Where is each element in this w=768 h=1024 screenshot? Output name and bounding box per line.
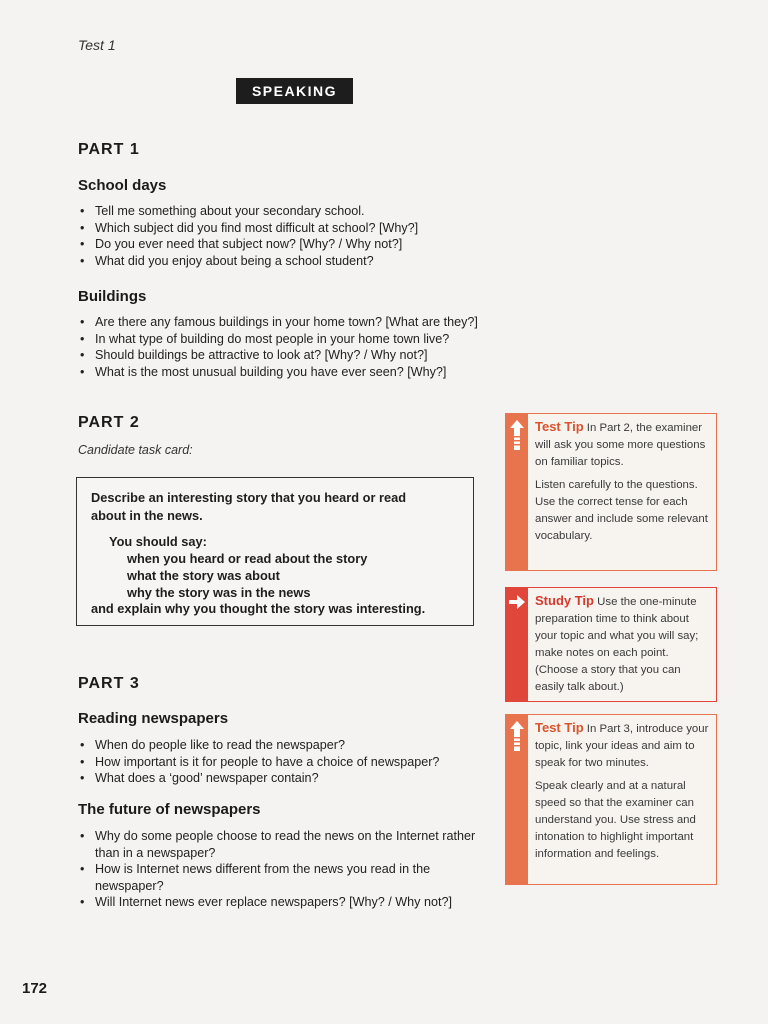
question-item: • Are there any famous buildings in your home town? [What are they?] — [78, 314, 518, 331]
up-arrow-icon — [510, 721, 524, 751]
question-item: • What did you enjoy about being a school student? — [78, 253, 498, 270]
tip-label: Study Tip — [535, 593, 594, 608]
page-number: 172 — [22, 980, 48, 997]
task-card-line1: Describe an interesting story that you heard or read — [91, 490, 407, 505]
question-item: • In what type of building do most people in your home town live? — [78, 331, 518, 348]
question-item: • How is Internet news different from the news you read in the newspaper? — [78, 861, 498, 894]
question-item: • Should buildings be attractive to look at? [Why? / Why not?] — [78, 347, 518, 364]
part3-title: PART 3 — [78, 675, 140, 692]
up-arrow-icon — [510, 420, 524, 450]
question-item: • What does a ‘good’ newspaper contain? — [78, 770, 498, 787]
tip-text: Listen carefully to the questions. Use the correct tense for each answer and include some relevant vocabulary. — [535, 479, 708, 542]
part1-topic1-questions — [78, 203, 498, 269]
question-item: • When do people like to read the newspaper? — [78, 737, 498, 754]
tip-text: In Part 3, introduce your topic, link your ideas and aim to speak for two minutes. — [535, 723, 709, 769]
part1-topic2-questions — [78, 314, 518, 380]
part1-topic2-title: Buildings — [78, 288, 147, 305]
task-card-closing: and explain why you thought the story was interesting. — [91, 601, 426, 616]
running-header: Test 1 — [78, 37, 116, 53]
question-item: • Will Internet news ever replace newspapers? [Why? / Why not?] — [78, 894, 498, 911]
section-badge: SPEAKING — [236, 78, 353, 104]
tip-text: Use the one-minute preparation time to think about your topic and what you will say; make notes on each point. (Choose a story that you can easily talk about.) — [535, 596, 699, 693]
study-tip — [505, 587, 717, 702]
part3-topic1-title: Reading newspapers — [78, 710, 229, 727]
task-card — [76, 477, 474, 626]
tip-label: Test Tip — [535, 419, 584, 434]
task-card-should-say: You should say: — [109, 534, 207, 549]
question-item: • Which subject did you find most difficult at school? [Why?] — [78, 220, 498, 237]
part2-subtitle: Candidate task card: — [78, 443, 193, 457]
task-card-point: when you heard or read about the story — [127, 551, 368, 566]
question-item: • What is the most unusual building you have ever seen? [Why?] — [78, 364, 518, 381]
question-item: • How important is it for people to have a choice of newspaper? — [78, 754, 498, 771]
part3-topic2-title: The future of newspapers — [78, 801, 261, 818]
part1-topic1-title: School days — [78, 177, 167, 194]
tip-text: Speak clearly and at a natural speed so that the examiner can understand you. Use stress and intonation to highlight important information and feelings. — [535, 780, 696, 860]
task-card-point: why the story was in the news — [127, 585, 311, 600]
test-tip-part3 — [505, 714, 717, 885]
task-card-point: what the story was about — [127, 568, 280, 583]
tip-label: Test Tip — [535, 720, 584, 735]
question-item: • Do you ever need that subject now? [Why? / Why not?] — [78, 236, 498, 253]
tip-text: In Part 2, the examiner will ask you some more questions on familiar topics. — [535, 422, 706, 468]
question-item: • Why do some people choose to read the news on the Internet rather than in a newspaper? — [78, 828, 498, 861]
question-item: • Tell me something about your secondary school. — [78, 203, 498, 220]
test-tip-part2 — [505, 413, 717, 571]
part1-title: PART 1 — [78, 141, 140, 158]
part3-topic2-questions — [78, 828, 498, 911]
task-card-line2: about in the news. — [91, 508, 203, 523]
part3-topic1-questions — [78, 737, 498, 787]
part2-title: PART 2 — [78, 414, 140, 431]
right-arrow-icon — [509, 594, 525, 610]
